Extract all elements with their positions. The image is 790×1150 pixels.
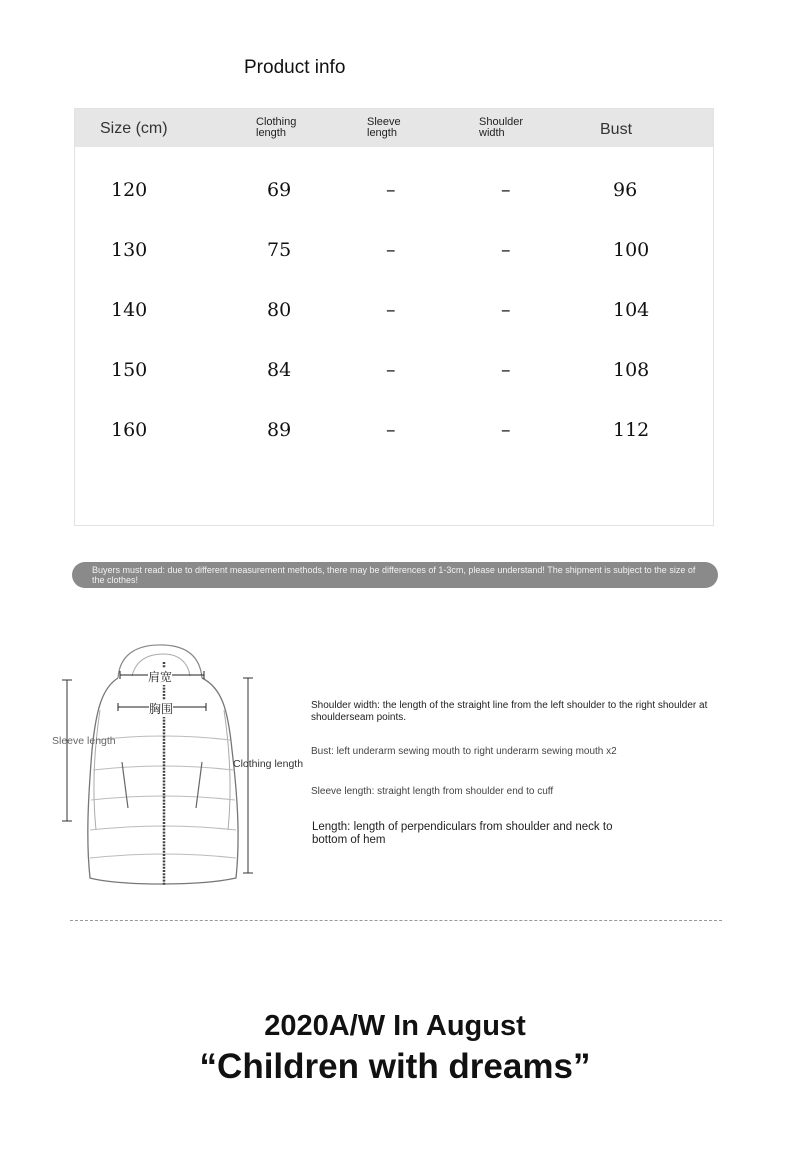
cell-clothing-length: 84	[267, 359, 292, 381]
shoulder-tag: 肩宽	[148, 670, 173, 684]
cell-clothing-length: 75	[267, 239, 292, 261]
sleeve-length-description: Sleeve length: straight length from shoulder end to cuff	[311, 786, 554, 797]
shoulder-width-description: Shoulder width: the length of the straight line from the left shoulder to the right shoulder at shoulderseam points.	[311, 700, 708, 723]
bust-tag: 胸围	[149, 702, 174, 716]
header-bust: Bust	[600, 121, 633, 138]
cell-bust: 104	[613, 299, 650, 321]
cell-bust: 96	[613, 179, 638, 201]
cell-clothing-length: 80	[267, 299, 292, 321]
cell-size: 160	[111, 419, 148, 441]
cell-bust: 100	[613, 239, 650, 261]
buyer-notice-banner: Buyers must read: due to different measurement methods, there may be differences of 1-3cm, please understand! The shipment is subject to the size of the clothes!	[72, 562, 718, 588]
slogan-season: 2020A/W In August	[264, 1010, 526, 1042]
cell-size: 150	[111, 359, 148, 381]
coat-illustration	[40, 640, 330, 900]
header-shoulder-width	[479, 117, 559, 139]
bust-description: Bust: left underarm sewing mouth to right underarm sewing mouth x2	[311, 746, 617, 757]
cell-bust: 108	[613, 359, 650, 381]
size-table	[74, 108, 714, 526]
coat-diagram	[40, 640, 330, 900]
cell-sleeve-length: –	[386, 299, 396, 321]
cell-bust: 112	[613, 419, 650, 441]
slogan-tagline: “Children with dreams”	[199, 1047, 591, 1086]
clothing-length-label: Clothing length	[233, 758, 304, 770]
header-clothing-length-line2: length	[256, 127, 286, 139]
dashed-divider	[70, 920, 722, 921]
table-row	[75, 239, 713, 269]
cell-size: 140	[111, 299, 148, 321]
header-sleeve-length-line2: length	[367, 127, 397, 139]
cell-size: 130	[111, 239, 148, 261]
cell-shoulder-width: –	[501, 419, 511, 441]
cell-size: 120	[111, 179, 148, 201]
cell-sleeve-length: –	[386, 419, 396, 441]
table-row	[75, 179, 713, 209]
table-row	[75, 419, 713, 449]
header-sleeve-length	[367, 117, 447, 139]
cell-sleeve-length: –	[386, 239, 396, 261]
table-row	[75, 299, 713, 329]
cell-shoulder-width: –	[501, 299, 511, 321]
table-header	[75, 109, 713, 147]
header-sleeve-length-line1: Sleeve	[367, 116, 401, 128]
header-shoulder-width-line2: width	[479, 127, 505, 139]
sleeve-length-label: Sleeve length	[52, 735, 116, 747]
header-size: Size (cm)	[100, 120, 168, 137]
table-row	[75, 359, 713, 389]
cell-shoulder-width: –	[501, 179, 511, 201]
cell-shoulder-width: –	[501, 239, 511, 261]
length-description: Length: length of perpendiculars from shoulder and neck to bottom of hem	[312, 821, 613, 846]
cell-clothing-length: 89	[267, 419, 292, 441]
cell-sleeve-length: –	[386, 179, 396, 201]
cell-clothing-length: 69	[267, 179, 292, 201]
header-shoulder-width-line1: Shoulder	[479, 116, 524, 128]
page-title: Product info	[244, 57, 346, 78]
cell-shoulder-width: –	[501, 359, 511, 381]
cell-sleeve-length: –	[386, 359, 396, 381]
header-clothing-length-line1: Clothing	[256, 116, 297, 128]
header-clothing-length	[256, 117, 336, 139]
